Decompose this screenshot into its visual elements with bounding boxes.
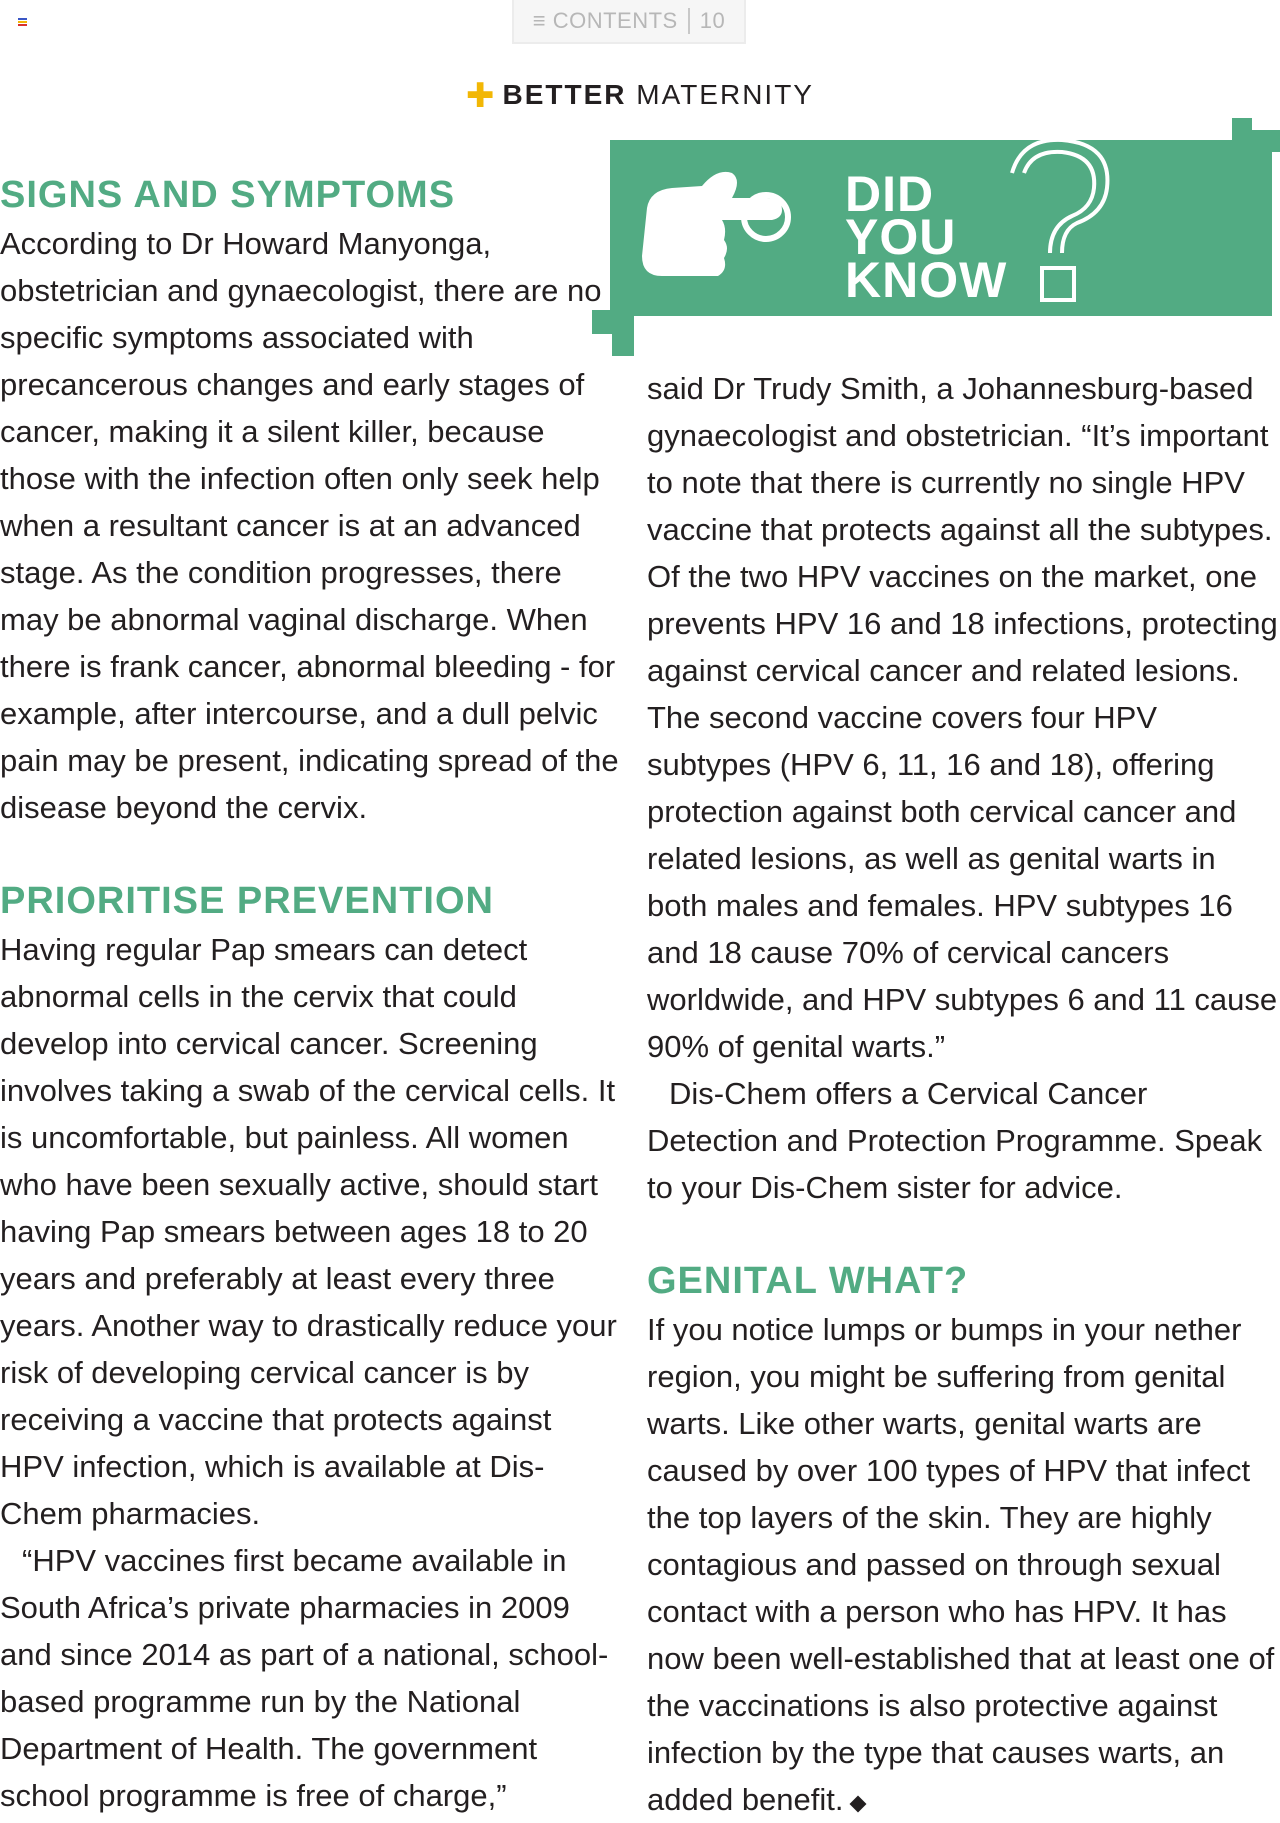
section-title-regular: MATERNITY <box>636 79 814 110</box>
banner-corner-block <box>1252 130 1280 152</box>
paragraph-genital-warts-text: If you notice lumps or bumps in your nether region, you might be suffering from genital warts. Like other warts, genital warts are caused by over 100 types of HPV that infect the top layers of the skin. They are highly contagious and passed on through sexual contact with a person who has HPV. It has now been well-established that at least one of the vaccinations is also protective against infection by the type that causes warts, an added benefit. <box>647 1312 1275 1817</box>
right-column <box>647 365 1280 1823</box>
paragraph-dis-chem-programme: Dis-Chem offers a Cervical Cancer Detection and Protection Programme. Speak to your Dis-Chem sister for advice. <box>647 1076 1263 1205</box>
menu-icon[interactable] <box>18 18 27 27</box>
spacer <box>647 1211 1280 1258</box>
end-mark-icon <box>849 1796 866 1813</box>
heading-genital-what: GENITAL WHAT? <box>647 1260 969 1302</box>
section-header <box>0 76 1280 116</box>
contents-label: ≡ CONTENTS <box>532 8 678 33</box>
dyk-line-2: YOU <box>845 209 957 265</box>
paragraph-hpv-quote-start: “HPV vaccines first became available in South Africa’s private pharmacies in 2009 and since 2014 as part of a national, school-based programme run by the National Department of Health. The government school programme is free of charge,” <box>0 1543 609 1813</box>
dyk-line-1: DID <box>845 166 935 222</box>
heading-prioritise-prevention: PRIORITISE PREVENTION <box>0 880 494 922</box>
section-title-bold: BETTER <box>502 79 627 110</box>
plus-icon: ✚ <box>466 77 497 115</box>
heading-signs-and-symptoms: SIGNS AND SYMPTOMS <box>0 174 456 216</box>
paragraph-hpv-quote-end: said Dr Trudy Smith, a Johannesburg-based gynaecologist and obstetrician. “It’s important to note that there is currently no single HPV vaccine that protects against all the subtypes. Of the two HPV vaccines on the market, one prevents HPV 16 and 18 infections, protecting against cervical cancer and related lesions. The second vaccine covers four HPV subtypes (HPV 6, 11, 16 and 18), offering protection against both cervical cancer and related lesions, as well as genital warts in both males and females. HPV subtypes 16 and 18 cause 70% of cervical cancers worldwide, and HPV subtypes 6 and 11 cause 90% of genital warts.” <box>647 371 1278 1064</box>
contents-button[interactable] <box>512 0 746 44</box>
did-you-know-title <box>845 166 1008 308</box>
spacer <box>0 831 620 878</box>
banner-corner-block <box>1232 118 1252 148</box>
paragraph-prevention: Having regular Pap smears can detect abnormal cells in the cervix that could develop into cervical cancer. Screening involves taking a swab of the cervical cells. It is uncomfortable, but painless. All women who have been sexually active, should start having Pap smears between ages 18 to 20 years and preferably at least every three years. Another way to drastically reduce your risk of developing cervical cancer is by receiving a vaccine that protects against HPV infection, which is available at Dis-Chem pharmacies. <box>0 932 617 1531</box>
paragraph-genital-warts <box>647 1306 1280 1823</box>
paragraph-symptoms: According to Dr Howard Manyonga, obstetrician and gynaecologist, there are no specific symptoms associated with precancerous changes and early stages of cancer, making it a silent killer, because those with the infection often only seek help when a resultant cancer is at an advanced stage. As the condition progresses, there may be abnormal vaginal discharge. When there is frank cancer, abnormal bleeding - for example, after intercourse, and a dull pelvic pain may be present, indicating spread of the disease beyond the cervix. <box>0 226 619 825</box>
page-number: 10 <box>699 8 726 33</box>
dyk-line-3: KNOW <box>845 252 1008 308</box>
left-column <box>0 172 620 1819</box>
divider <box>688 8 690 34</box>
